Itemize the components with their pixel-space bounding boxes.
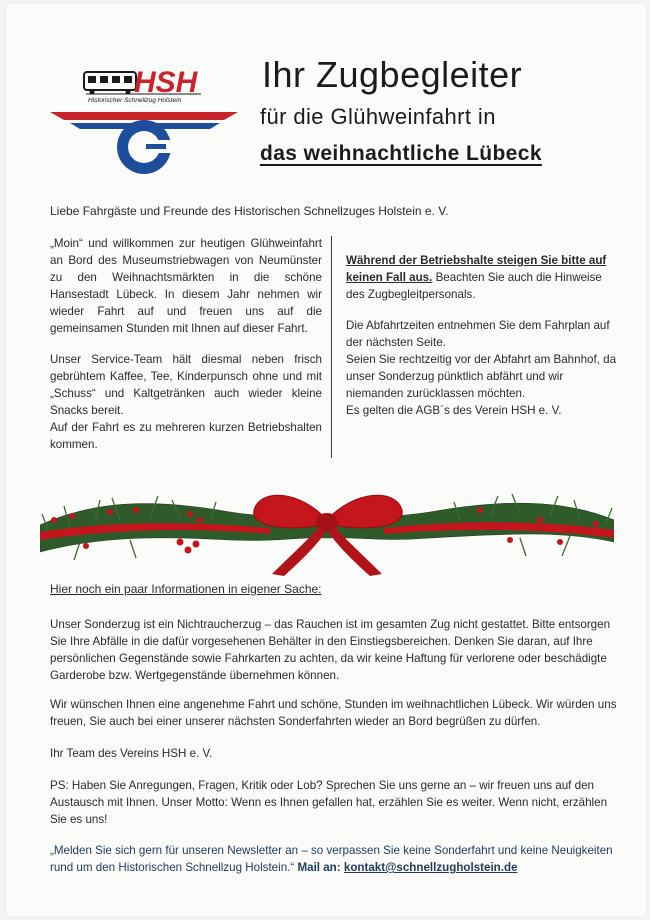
wing-red	[50, 112, 238, 120]
train-icon	[84, 72, 136, 95]
logo-text: HSH	[134, 66, 198, 99]
column-divider	[331, 236, 332, 458]
left-paragraph-2: Unser Service-Team hält diesmal neben frisch gebrühtem Kaffee, Tee, Kinderpunsch ohne und mit „Schuss“ und Kaltgetränken auch wieder kleine Snacks bereit.	[50, 353, 322, 417]
garland-decoration	[40, 480, 614, 580]
title-line-3: das weihnachtliche Lübeck	[260, 142, 542, 165]
info-paragraph-2: Wir wünschen Ihnen eine angenehme Fahrt und schöne, Stunden im weihnachtlichen Lübeck. Wir würden uns freuen, Sie auch bei einer unserer nächsten Sonderfahrten wieder an Bord begrüßen zu dürfen.	[50, 698, 617, 728]
newsletter-text: „Melden Sie sich gern für unseren Newsletter an – so verpassen Sie keine Sonderfahrt und keine Neuigkeiten rund um den Historischen Schnellzug Holstein.“	[50, 844, 613, 874]
signature-line: Ihr Team des Vereins HSH e. V.	[50, 747, 213, 760]
warning-underlined: Während der Betriebshalte steigen Sie bitte auf keinen Fall aus.	[346, 254, 607, 284]
left-column	[50, 235, 322, 467]
warning-rest: Beachten Sie auch die Hinweise des Zugbegleitpersonals.	[346, 271, 602, 301]
ps-paragraph: PS: Haben Sie Anregungen, Fragen, Kritik oder Lob? Sprechen Sie uns gerne an – wir freuen uns auf den Austausch mit Ihnen. Unser Motto: Wenn es Ihnen gefallen hat, erzählen Sie es weiter. Wenn nicht, erzählen Sie es uns!	[50, 779, 608, 826]
title-line-2: für die Glühweinfahrt in	[260, 104, 496, 129]
right-column	[346, 252, 620, 433]
right-paragraph-3: Es gelten die AGB´s des Verein HSH e. V.	[346, 404, 562, 417]
logo-subtitle: Historischer Schnellzug Holstein	[88, 97, 182, 104]
right-paragraph-2b: Seien Sie rechtzeitig vor der Abfahrt am Bahnhof, da unser Sonderzug pünktlich abfährt und wir niemanden zurücklassen möchten.	[346, 353, 617, 400]
newsletter-paragraph	[50, 842, 622, 876]
mail-label: Mail an:	[297, 861, 341, 874]
info-paragraph-1: Unser Sonderzug ist ein Nichtraucherzug – das Rauchen ist im gesamten Zug nicht gestattet. Bitte entsorgen Sie Ihre Abfälle in die dafür vorgesehenen Behälter in den Einstiegsbereichen. Denken Sie daran, auf Ihre persönlichen Gegenstände sowie Fahrkarten zu achten, da wir keine Haftung für verlorene oder beschädigte Garderobe bzw. Wertgegenstände übernehmen können.	[50, 618, 611, 682]
info-heading: Hier noch ein paar Informationen in eigener Sache:	[50, 582, 322, 596]
document-page	[6, 4, 646, 916]
greeting: Liebe Fahrgäste und Freunde des Historischen Schnellzuges Holstein e. V.	[50, 204, 449, 218]
hsh-logo	[46, 62, 246, 182]
email-link[interactable]: kontakt@schnellzugholstein.de	[343, 861, 518, 874]
title-line-1: Ihr Zugbegleiter	[262, 54, 523, 95]
left-paragraph-3: Auf der Fahrt es zu mehreren kurzen Betriebshalten kommen.	[50, 421, 322, 451]
right-paragraph-2a: Die Abfahrtzeiten entnehmen Sie dem Fahrplan auf der nächsten Seite.	[346, 319, 610, 349]
left-paragraph-1: „Moin“ und willkommen zur heutigen Glühweinfahrt an Bord des Museumstriebwagen von Neumünster zu den Weihnachtsmärkten in die schöne Hansestadt Lübeck. In diesem Jahr nehmen wir wieder Fahrt auf und freuen uns auf die gemeinsamen Stunden mit Ihnen auf dieser Fahrt.	[50, 237, 322, 335]
